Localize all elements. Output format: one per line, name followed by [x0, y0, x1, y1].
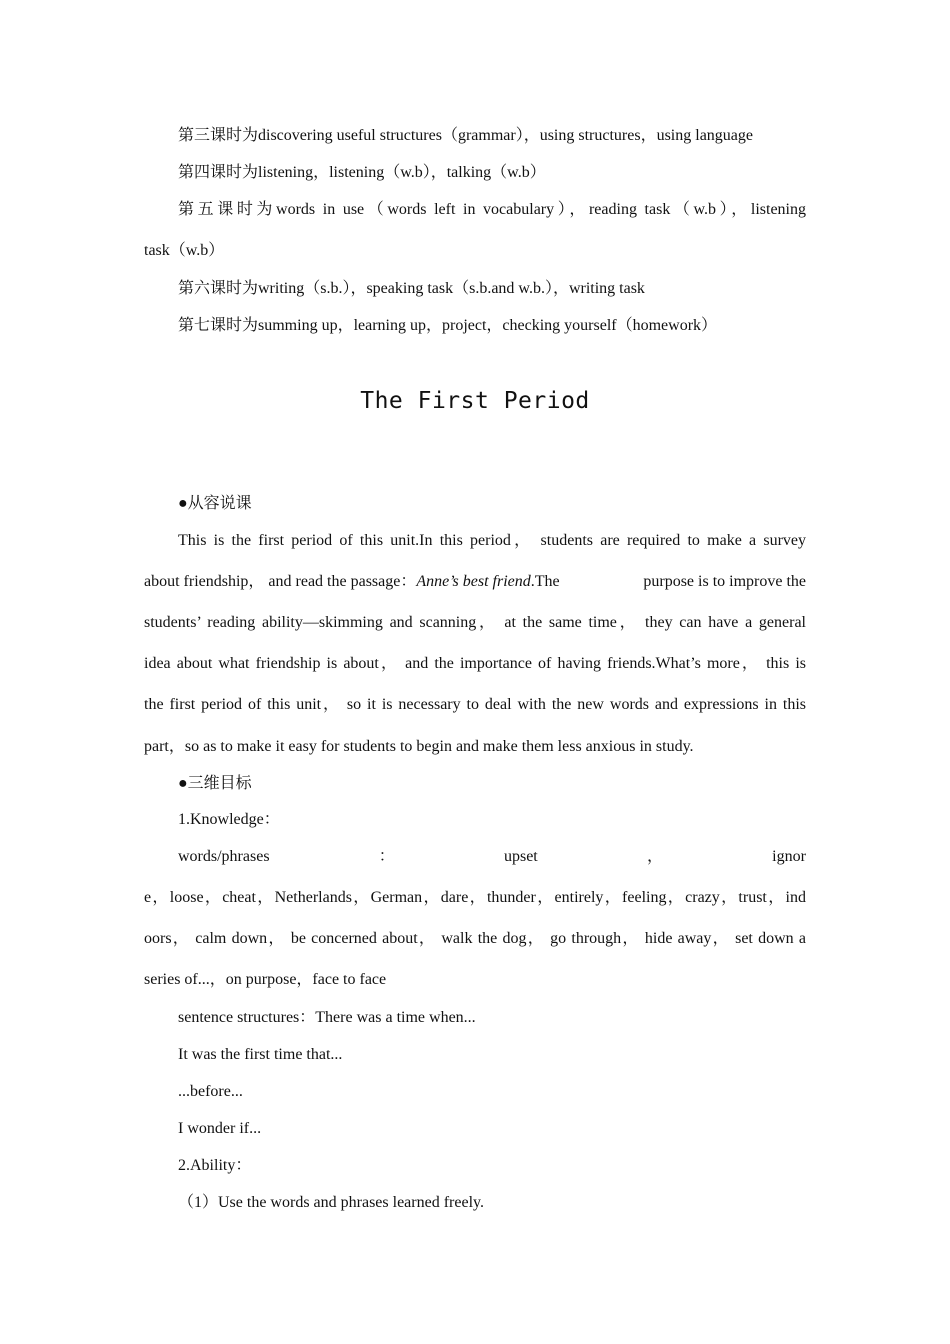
ability-label: 2.Ability： [178, 1157, 252, 1174]
words-colon: ： [378, 848, 395, 865]
words-comma: ， [646, 848, 663, 865]
line2-end: purpose is to improve the [643, 573, 806, 590]
section-heading-lesson-talk: ●从容说课 [178, 495, 252, 512]
section-heading-objectives: ●三维目标 [178, 775, 252, 792]
line2-pre: about friendship， and read the passage： [144, 573, 417, 590]
schedule-line-3: 第三课时为discovering useful structures（grammar），using structures，using language [178, 127, 754, 144]
word-upset: upset [503, 848, 538, 865]
page-title: The First Period [360, 388, 590, 414]
ability-item-1: （1）Use the words and phrases learned freely. [178, 1194, 484, 1211]
schedule-line-5-cont: task（w.b） [144, 242, 225, 259]
paragraph-line-2 [144, 572, 806, 592]
passage-title: Anne’s best friend [416, 573, 531, 590]
schedule-line-4: 第四课时为listening，listening（w.b），talking（w.b） [178, 164, 546, 181]
sentence-structures: sentence structures：There was a time when... [178, 1009, 476, 1026]
sentence-4: I wonder if... [178, 1120, 262, 1137]
sentence-3: ...before... [178, 1083, 243, 1100]
schedule-line-6: 第六课时为writing（s.b.），speaking task（s.b.and w.b.），writing task [178, 280, 645, 297]
paragraph-line-5: the first period of this unit， so it is necessary to deal with the new words and expressions in this [144, 696, 806, 713]
sentence-2: It was the first time that... [178, 1046, 343, 1063]
paragraph-line-4: idea about what friendship is about， and the importance of having friends.What’s more， this is [144, 655, 806, 672]
words-label: words/phrases [178, 848, 270, 865]
schedule-line-7: 第七课时为summing up，learning up，project，checking yourself（homework） [178, 317, 718, 334]
paragraph-line-6: part，so as to make it easy for students to begin and make them less anxious in study. [144, 738, 694, 755]
words-line-2: e，loose，cheat，Netherlands，German，dare，thunder，entirely，feeling，crazy，trust，ind [144, 889, 806, 906]
words-line-3: oors， calm down， be concerned about， walk the dog， go through， hide away， set down a [144, 930, 806, 947]
knowledge-label: 1.Knowledge： [178, 811, 280, 828]
paragraph-line-2-start [144, 572, 560, 592]
word-ignor: ignor [772, 848, 806, 865]
words-line-4: series of...，on purpose，face to face [144, 971, 387, 988]
words-phrases-line [178, 847, 806, 867]
paragraph-line-1: This is the first period of this unit.In this period， students are required to make a survey [178, 532, 806, 549]
line2-post: .The [530, 573, 560, 590]
schedule-line-5: 第五课时为words in use（words left in vocabulary），reading task（w.b），listening [178, 201, 806, 218]
paragraph-line-3: students’ reading ability—skimming and scanning， at the same time， they can have a general [144, 614, 806, 631]
